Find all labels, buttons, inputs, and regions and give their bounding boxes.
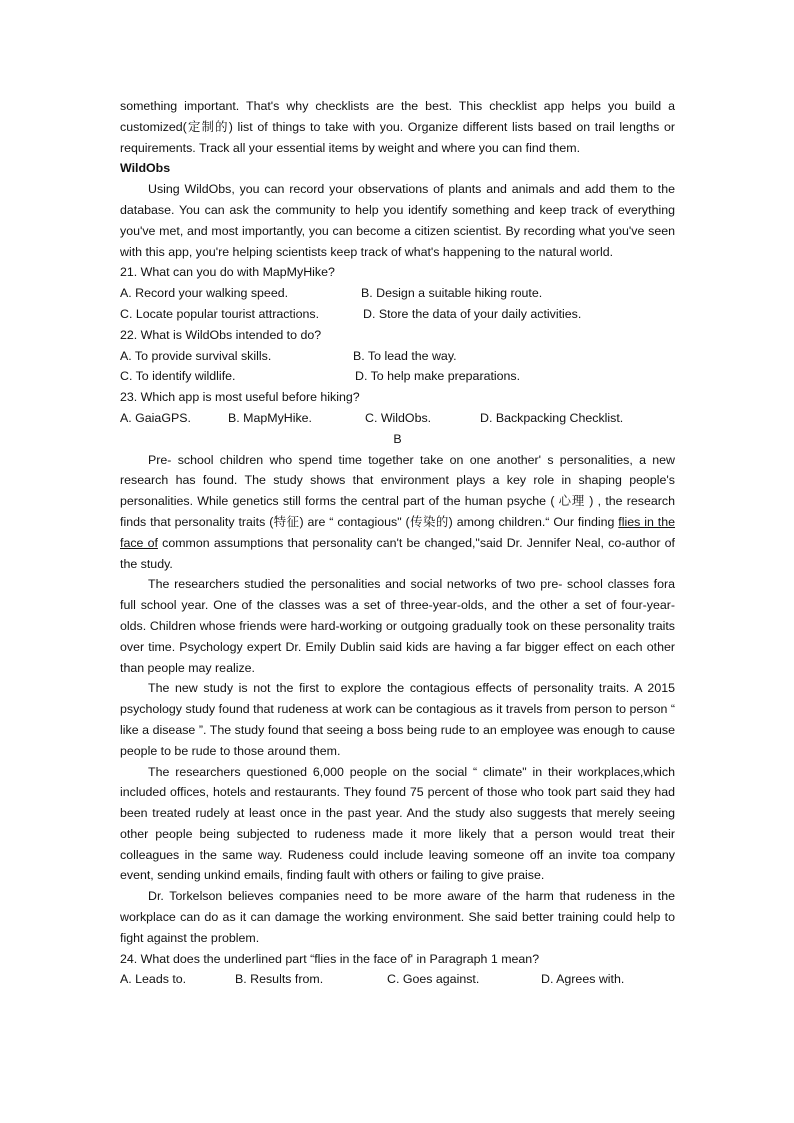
question-23-option-a: A. GaiaGPS.: [120, 410, 191, 425]
question-23-options-row: [120, 408, 675, 429]
passage-b-label: B: [393, 431, 402, 446]
page-content: [120, 96, 675, 990]
question-24-option-c: C. Goes against.: [387, 972, 480, 987]
checklist-paragraph: something important. That's why checklists are the best. This checklist app helps you build a customized(定制的) list of things to take with you. Organize different lists based on trail lengths or requirements. Track all your essential items by weight and where you can find them.: [120, 99, 675, 155]
question-21-options-row-1: [120, 283, 675, 304]
question-21-options-row-2: [120, 304, 675, 325]
question-22-option-a: A. To provide survival skills.: [120, 348, 272, 363]
question-21-option-c: C. Locate popular tourist attractions.: [120, 306, 320, 321]
question-22-option-d: D. To help make preparations.: [355, 369, 521, 384]
question-23-option-b: B. MapMyHike.: [228, 410, 312, 425]
underlined-phrase: flies in the face of: [120, 514, 675, 550]
question-24-option-d: D. Agrees with.: [541, 972, 625, 987]
question-22-option-b: B. To lead the way.: [353, 348, 457, 363]
passage-b-paragraph-3: The new study is not the first to explore the contagious effects of personality traits. A 2015 psychology study found that rudeness at work can be contagious as it travels from person to person “ like a disease ”. The study found that seeing a boss being rude to an employee was enough to cause people to be rude to those around them.: [120, 681, 675, 758]
passage-b-paragraph-4: The researchers questioned 6,000 people on the social “ climate" in their workplaces,which included offices, hotels and restaurants. They found 75 percent of those who took part said they had been treated rudely at least once in the past year. And the study also suggests that merely seeing other people being subjected to rudeness made it more likely that a person would treat their colleagues in the same way. Rudeness could include leaving someone off an invite toa company event, sending unkind emails, finding fault with others or failing to give praise.: [120, 764, 675, 883]
question-22-option-c: C. To identify wildlife.: [120, 369, 236, 384]
question-21-stem: 21. What can you do with MapMyHike?: [120, 265, 335, 280]
question-24-stem: 24. What does the underlined part “flies in the face of' in Paragraph 1 mean?: [120, 951, 540, 966]
question-24-options-row: [120, 969, 675, 990]
paragraph-1-text-after: common assumptions that personality can't be changed,"said Dr. Jennifer Neal, co-author of the study.: [120, 535, 675, 571]
wildobs-paragraph: Using WildObs, you can record your observations of plants and animals and add them to the database. You can ask the community to help you identify something and keep track of everything you've met, and most importantly, you can become a citizen scientist. By recording what you've seen with this app, you're helping scientists keep track of what's happening to the natural world.: [120, 182, 675, 259]
question-21-option-a: A. Record your walking speed.: [120, 286, 289, 301]
question-24-option-a: A. Leads to.: [120, 972, 187, 987]
passage-b-paragraph-1: [120, 450, 675, 575]
question-22-stem: 22. What is WildObs intended to do?: [120, 327, 322, 342]
question-23-stem: 23. Which app is most useful before hiking?: [120, 390, 360, 405]
question-22-options-row-2: [120, 366, 675, 387]
question-23-option-d: D. Backpacking Checklist.: [480, 410, 624, 425]
wildobs-heading: WildObs: [120, 161, 171, 176]
passage-b-paragraph-5: Dr. Torkelson believes companies need to be more aware of the harm that rudeness in the workplace can do as it can damage the working environment. She said better training could help to fight against the problem.: [120, 889, 675, 945]
paragraph-1-text-before: Pre- school children who spend time together take on one another' s personalities, a new research has found. The study shows that environment plays a key role in shaping people's personalities. While genetics still forms the central part of the human psyche ( 心理 ) , the research finds that personality traits (特征) are “ contagious" (传染的) among children.“ Our finding: [120, 452, 675, 529]
question-21-option-b: B. Design a suitable hiking route.: [361, 286, 543, 301]
passage-b-paragraph-2: The researchers studied the personalities and social networks of two pre- school classes fora full school year. One of the classes was a set of three-year-olds, and the other a set of four-year-olds. Children whose friends were hard-working or outgoing gradually took on these personality traits over time. Psychology expert Dr. Emily Dublin said kids are having a far bigger effect on each other than people may realize.: [120, 577, 675, 675]
question-23-option-c: C. WildObs.: [365, 410, 432, 425]
question-21-option-d: D. Store the data of your daily activities.: [363, 306, 582, 321]
question-24-option-b: B. Results from.: [235, 972, 324, 987]
question-22-options-row-1: [120, 346, 675, 367]
